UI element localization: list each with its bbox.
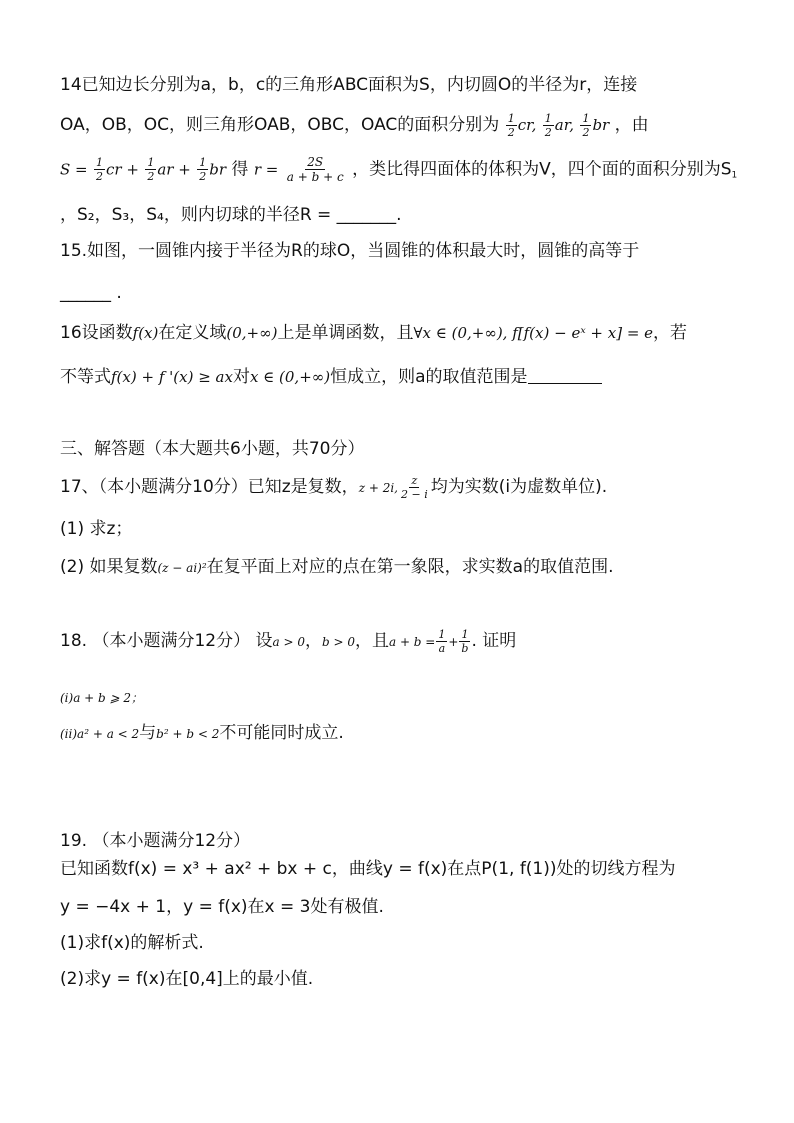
q19-head — [60, 828, 734, 854]
q16-ineq-label: 不等式 — [60, 367, 111, 387]
q19-head-text: 19. （本小题满分12分） — [60, 831, 251, 851]
q16-inequality: f(x) + f '(x) ≥ ax — [111, 368, 233, 386]
q17-part2-text-b: 在复平面上对应的点在第一象限，求实数a的取值范围. — [206, 557, 614, 577]
q18-plus: + — [448, 635, 459, 649]
q17-head — [60, 474, 734, 501]
q14-frac-half-2: $\frac{1}{2}$ — [544, 111, 552, 139]
q18-cond-b: b > 0 — [321, 635, 355, 649]
q14-term-1: cr + — [106, 160, 139, 179]
q14-line3: S = $\frac{1}{2}$ cr + $\frac{1}{2}$ ar + $\frac{1}{2}$ br 得 r = $\frac{2S}{a + b + c}$ ，类比得四面体的体积为V，四个面的面积分别为$S_1$ — [60, 155, 738, 184]
q18-part2-tail: 不可能同时成立. — [219, 723, 344, 743]
q15-line1 — [60, 238, 734, 264]
q14-line1-text: 14已知边长分别为a，b，c的三角形ABC面积为S，内切圆O的半径为r，连接 — [60, 75, 638, 95]
q19-part1-text: (1)求f(x)的解析式. — [60, 933, 204, 953]
q19-part2 — [60, 966, 734, 992]
q18-sep: ， — [304, 631, 322, 651]
q14-eq-half-3: $\frac{1}{2}$ — [199, 156, 207, 183]
q17-head-text: 17、（本小题满分10分）已知z是复数， — [60, 477, 359, 497]
q14-r-frac: $\frac{2S}{a + b + c}$ — [286, 155, 344, 184]
q14-line3-r: r = — [253, 160, 279, 179]
q18-head-mid: ，且 — [354, 631, 389, 651]
q18-frac-a: $\frac{1}{a}$ — [438, 627, 446, 655]
q18-head-text: 18. （本小题满分12分） 设 — [60, 631, 273, 651]
q14-line3-mid: 得 — [231, 159, 249, 180]
q17-part2 — [60, 554, 734, 581]
q18-part2-expr-a: (ii)a² + a < 2 — [60, 727, 140, 741]
q14-line4-text: ，S₂，S₃，S₄，则内切球的半径R = _______. — [60, 205, 402, 225]
q14-line1 — [60, 72, 734, 98]
q16-line1 — [60, 320, 734, 346]
section-3-heading — [60, 436, 734, 462]
q16-range: x ∈ (0,+∞) — [249, 368, 331, 386]
q18-part2-yu: 与 — [139, 723, 157, 743]
q16-answer-blank — [528, 365, 602, 384]
q18-part1-text: (i)a + b ⩾ 2； — [60, 691, 144, 705]
q18-part1 — [60, 684, 734, 711]
q17-expr: z + 2i, — [358, 481, 398, 495]
q16-text-end: 恒成立，则a的取值范围是 — [330, 367, 528, 387]
q17-head-tail: 均为实数(i为虚数单位). — [430, 477, 608, 497]
q18-eq-lhs: a + b = — [388, 635, 436, 649]
q16-condition: ∀x ∈ (0,+∞), f[f(x) − eˣ + x] = e — [413, 324, 654, 342]
q14-line2-text: OA，OB，OC，则三角形OAB，OBC，OAC的面积分别为 — [60, 115, 500, 135]
q15-line1-text: 15.如图，一圆锥内接于半径为R的球O，当圆锥的体积最大时，圆锥的高等于 — [60, 241, 640, 261]
q19-line2-text: y = −4x + 1，y = f(x)在x = 3处有极值. — [60, 897, 384, 917]
q14-term-3: br — [209, 160, 226, 179]
q16-domain: (0,+∞) — [226, 324, 278, 342]
q19-part2-text: (2)求y = f(x)在[0,4]上的最小值. — [60, 969, 314, 989]
q17-part1 — [60, 516, 734, 542]
q15-line2 — [60, 280, 734, 306]
q18-part2-expr-b: b² + b < 2 — [156, 727, 220, 741]
q14-line4 — [60, 202, 734, 228]
q16-text-b: 在定义域 — [158, 323, 227, 343]
q18-head — [60, 628, 734, 655]
q19-line1 — [60, 856, 734, 882]
q18-head-tail: . 证明 — [471, 631, 517, 651]
section-3-heading-text: 三、解答题（本大题共6小题，共70分） — [60, 439, 365, 459]
q17-part2-expr: (z − ai)² — [157, 561, 207, 575]
q16-line2 — [60, 364, 734, 390]
q18-cond-a: a > 0 — [272, 635, 305, 649]
q16-text-c: 上是单调函数，且 — [277, 323, 414, 343]
q14-frac-half-3: $\frac{1}{2}$ — [582, 111, 590, 139]
q15-line2-text: ______ . — [60, 283, 122, 303]
q14-line2-tail: ，由 — [614, 115, 649, 135]
q14-eq-half-2: $\frac{1}{2}$ — [147, 156, 155, 183]
q16-dui: 对 — [232, 367, 250, 387]
q19-part1 — [60, 930, 734, 956]
q18-frac-b: $\frac{1}{b}$ — [461, 627, 469, 655]
q17-frac: $\frac{z}{2 - i}$ — [400, 473, 428, 501]
q16-fx: f(x) — [132, 324, 159, 342]
q14-term-2: ar + — [157, 160, 191, 179]
q19-line1-text: 已知函数f(x) = x³ + ax² + bx + c，曲线y = f(x)在点P(1, f(1))处的切线方程为 — [60, 859, 676, 879]
q18-part2 — [60, 720, 734, 747]
q14-line3-lhs: S = — [60, 160, 88, 179]
q17-part1-text: (1) 求z； — [60, 519, 133, 539]
q16-text-a: 16设函数 — [60, 323, 133, 343]
q14-frac-half-1: $\frac{1}{2}$ — [507, 111, 515, 139]
q14-eq-half-1: $\frac{1}{2}$ — [96, 156, 104, 183]
q17-part2-text-a: (2) 如果复数 — [60, 557, 158, 577]
q14-line2: OA，OB，OC，则三角形OAB，OBC，OAC的面积分别为 $\frac{1}{2}$ cr, $\frac{1}{2}$ ar, $\frac{1}{2}$ br ，由 — [60, 111, 649, 139]
q16-text-d: ，若 — [653, 323, 688, 343]
q19-line2 — [60, 894, 734, 920]
q14-line3-tail: ，类比得四面体的体积为V，四个面的面积分别为S — [352, 159, 732, 180]
